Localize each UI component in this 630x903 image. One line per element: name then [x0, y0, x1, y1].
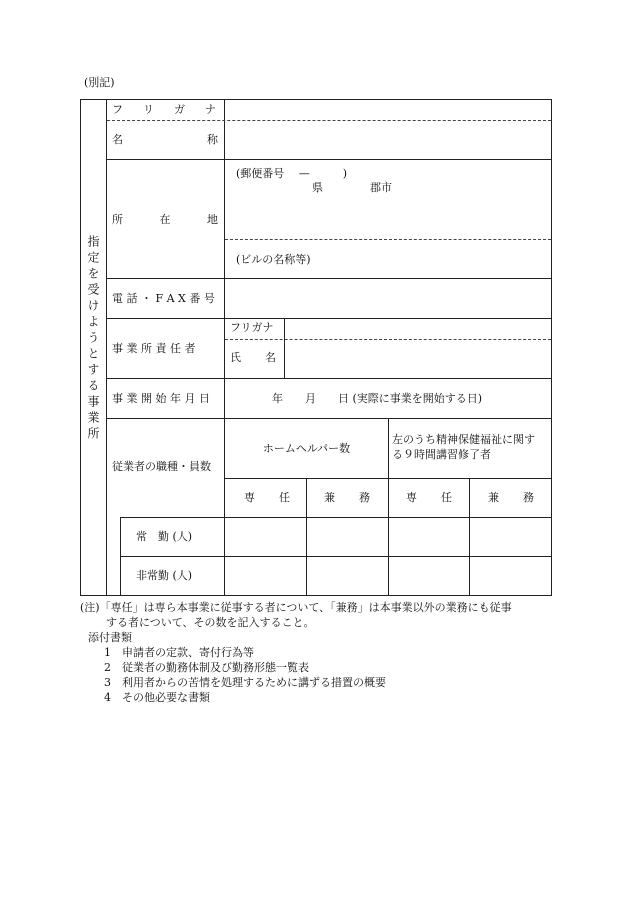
regular-mental-fulltime-cell[interactable] — [390, 519, 468, 555]
attachment-item: 1 申請者の定款、寄付行為等 — [104, 646, 254, 659]
attachment-item: 4 その他必要な書類 — [104, 691, 210, 704]
manager-furigana-label: フリガナ — [230, 321, 274, 334]
frame-bottom — [80, 595, 552, 596]
manager-name-label: 氏 名 — [230, 351, 276, 364]
furigana-field[interactable] — [226, 101, 550, 119]
phone-fax-label: 電 話 ・ F A X 番 号 — [112, 292, 215, 305]
nonregular-mental-parttime-cell[interactable] — [471, 558, 550, 594]
address-building: (ビルの名称等) — [236, 253, 311, 266]
address-dashed-line — [225, 239, 551, 240]
col-parttime-1: 兼 務 — [324, 491, 370, 504]
notes-section — [80, 600, 560, 705]
attachments-title: 添付書類 — [88, 631, 132, 644]
manager-sub-divider — [284, 318, 285, 378]
header-betsuki: (別記) — [84, 76, 115, 89]
building-field[interactable] — [226, 241, 550, 277]
staff-label: 従業者の職種・員数 — [112, 460, 211, 473]
manager-dashed-line — [225, 339, 551, 340]
name-field[interactable] — [226, 122, 550, 158]
helper-count-header: ホームヘルパー数 — [262, 442, 351, 455]
staff-header-split — [225, 478, 551, 479]
start-date-value: 年 月 日 (実際に事業を開始する日) — [272, 392, 483, 405]
furigana-dashed-line — [107, 120, 551, 121]
phone-row-bottom — [107, 318, 551, 319]
row-regular-label: 常 勤 (人) — [136, 530, 193, 543]
regular-helper-fulltime-cell[interactable] — [226, 519, 305, 555]
manager-name-field[interactable] — [286, 341, 550, 377]
note-line-1: (注)「専任」は専ら本事業に従事する者について、「兼務」は本事業以外の業務にも従事 — [80, 601, 512, 614]
name-label: 名 称 — [112, 133, 218, 146]
address-field[interactable] — [226, 161, 550, 237]
col-fulltime-2: 専 任 — [406, 491, 452, 504]
attachment-item: 3 利用者からの苦情を処理するために講ずる措置の概要 — [104, 676, 386, 689]
nonregular-mental-fulltime-cell[interactable] — [390, 558, 468, 594]
label-column-divider — [224, 99, 225, 419]
furigana-label: フ リ ガ ナ — [112, 103, 216, 116]
row-nonregular-label: 非常勤 (人) — [136, 569, 193, 582]
address-postal: (郵便番号 — ) — [236, 167, 348, 180]
attachment-item: 2 従業者の勤務体制及び勤務形態一覧表 — [104, 661, 309, 674]
staff-row-divider — [120, 556, 551, 557]
note-line-2: する者について、その数を記入すること。 — [106, 616, 315, 629]
staff-header-bottom — [120, 517, 551, 518]
manager-row-bottom — [107, 378, 551, 379]
start-row-bottom — [107, 418, 551, 419]
staff-group-divider — [388, 418, 389, 596]
regular-helper-parttime-cell[interactable] — [308, 519, 387, 555]
name-row-bottom — [107, 159, 551, 160]
start-date-label: 事 業 開 始 年 月 日 — [112, 392, 210, 405]
staff-col-divider-1 — [306, 478, 307, 596]
mental-training-header-line1: 左のうち精神保健福祉に関す — [392, 433, 535, 446]
side-column-divider — [106, 99, 107, 596]
phone-fax-field[interactable] — [226, 280, 550, 317]
regular-mental-parttime-cell[interactable] — [471, 519, 550, 555]
address-row-bottom — [107, 278, 551, 279]
frame-top — [80, 99, 552, 100]
frame-left — [80, 99, 81, 596]
address-label: 所 在 地 — [112, 213, 218, 226]
manager-furigana-field[interactable] — [286, 320, 550, 338]
mental-training-header-line2: る９時間講習修了者 — [392, 448, 491, 461]
address-gunshi: 郡市 — [370, 181, 392, 194]
nonregular-helper-parttime-cell[interactable] — [308, 558, 387, 594]
staff-col-divider-2 — [469, 478, 470, 596]
frame-right — [551, 99, 552, 596]
address-ken: 県 — [312, 181, 323, 194]
start-date-field[interactable] — [226, 380, 550, 417]
side-label: 指定を受けようとする事業所 — [86, 235, 100, 443]
col-parttime-2: 兼 務 — [488, 491, 534, 504]
nonregular-helper-fulltime-cell[interactable] — [226, 558, 305, 594]
manager-label: 事 業 所 責 任 者 — [112, 342, 196, 355]
col-fulltime-1: 専 任 — [244, 491, 290, 504]
